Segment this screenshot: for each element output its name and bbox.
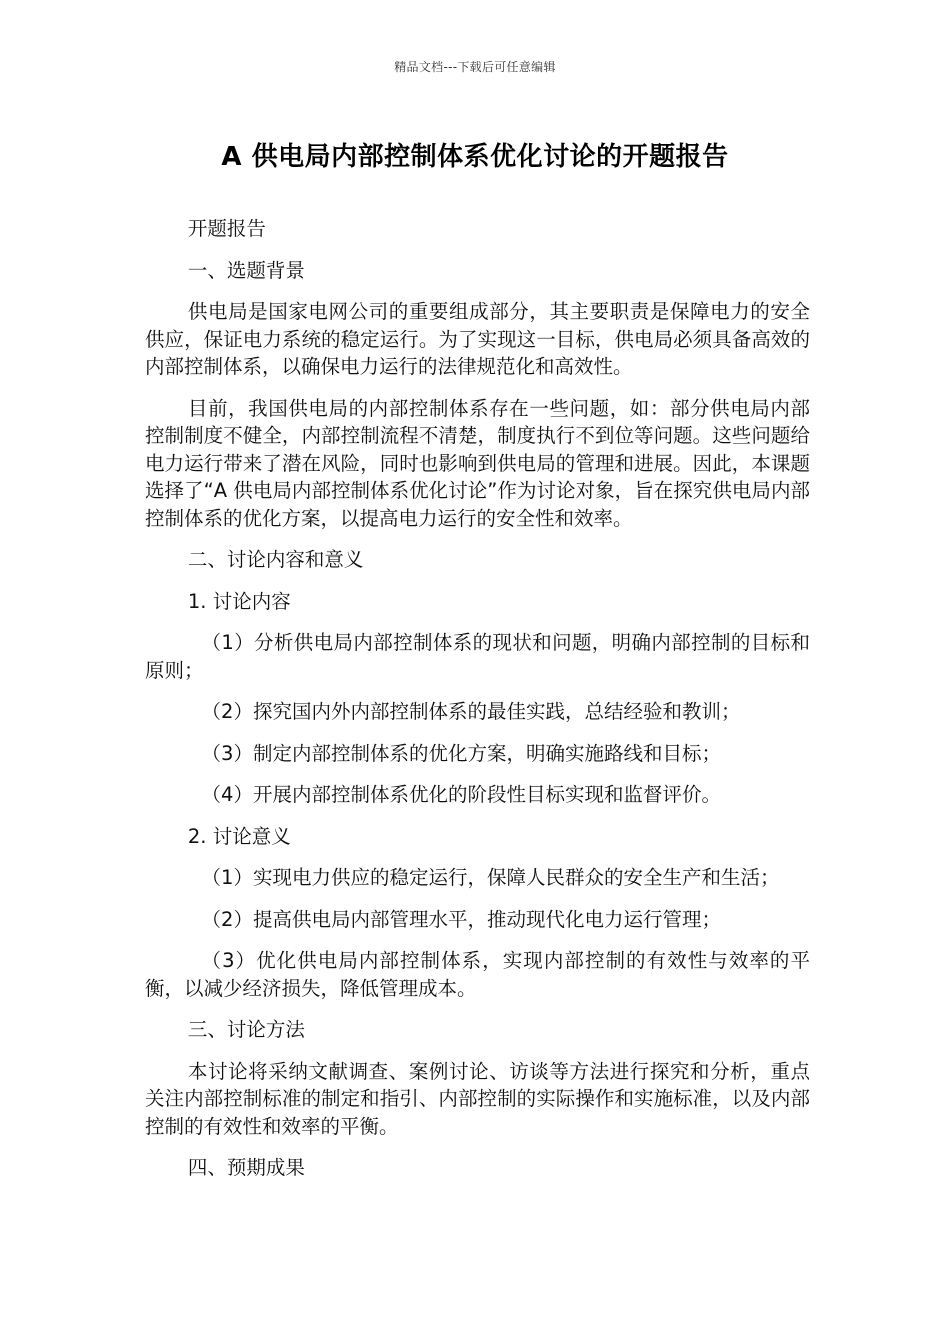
page-header: 精品文档---下载后可任意编辑 [394,60,556,74]
content-item-3: （3）制定内部控制体系的优化方案，明确实施路线和目标； [201,741,721,765]
paragraph-method: 本讨论将采纳文献调查、案例讨论、访谈等方法进行探究和分析，重点关注内部控制标准的制定和指引、内部控制的实际操作和实施标准，以及内部控制的有效性和效率的平衡。 [145,1059,810,1138]
subheading-significance: 2. 讨论意义 [187,824,291,848]
document-body [145,215,810,1182]
paragraph-background-1: 供电局是国家电网公司的重要组成部分，其主要职责是保障电力的安全供应，保证电力系统的稳定运行。为了实现这一目标，供电局必须具备高效的内部控制体系，以确保电力运行的法律规范化和高效性。 [145,300,810,378]
content-item-4: （4）开展内部控制体系优化的阶段性目标实现和监督评价。 [201,783,721,806]
paragraph-report-label: 开题报告 [187,217,266,240]
section-heading-expected-results: 四、预期成果 [187,1156,305,1179]
subheading-content: 1. 讨论内容 [187,589,291,613]
document-title: A 供电局内部控制体系优化讨论的开题报告 [221,142,729,172]
section-heading-background: 一、选题背景 [187,258,305,282]
significance-item-2: （2）提高供电局内部管理水平，推动现代化电力运行管理； [201,907,721,931]
section-heading-content-significance: 二、讨论内容和意义 [187,548,364,571]
content-item-1: （1）分析供电局内部控制体系的现状和问题，明确内部控制的目标和原则； [145,631,810,682]
section-heading-method: 三、讨论方法 [187,1018,305,1041]
significance-item-3: （3）优化供电局内部控制体系，实现内部控制的有效性与效率的平衡，以减少经济损失，降低管理成本。 [145,949,810,1000]
significance-item-1: （1）实现电力供应的稳定运行，保障人民群众的安全生产和生活； [201,866,780,889]
content-item-2: （2）探究国内外内部控制体系的最佳实践，总结经验和教训； [201,700,741,723]
paragraph-background-2: 目前，我国供电局的内部控制体系存在一些问题，如：部分供电局内部控制制度不健全，内部控制流程不清楚，制度执行不到位等问题。这些问题给电力运行带来了潜在风险，同时也影响到供电局的管理和进展。因此，本课题选择了“A 供电局内部控制体系优化讨论”作为讨论对象，旨在探究供电局内部控制体系的优化方案，以提高电力运行的安全性和效率。 [145,396,810,530]
